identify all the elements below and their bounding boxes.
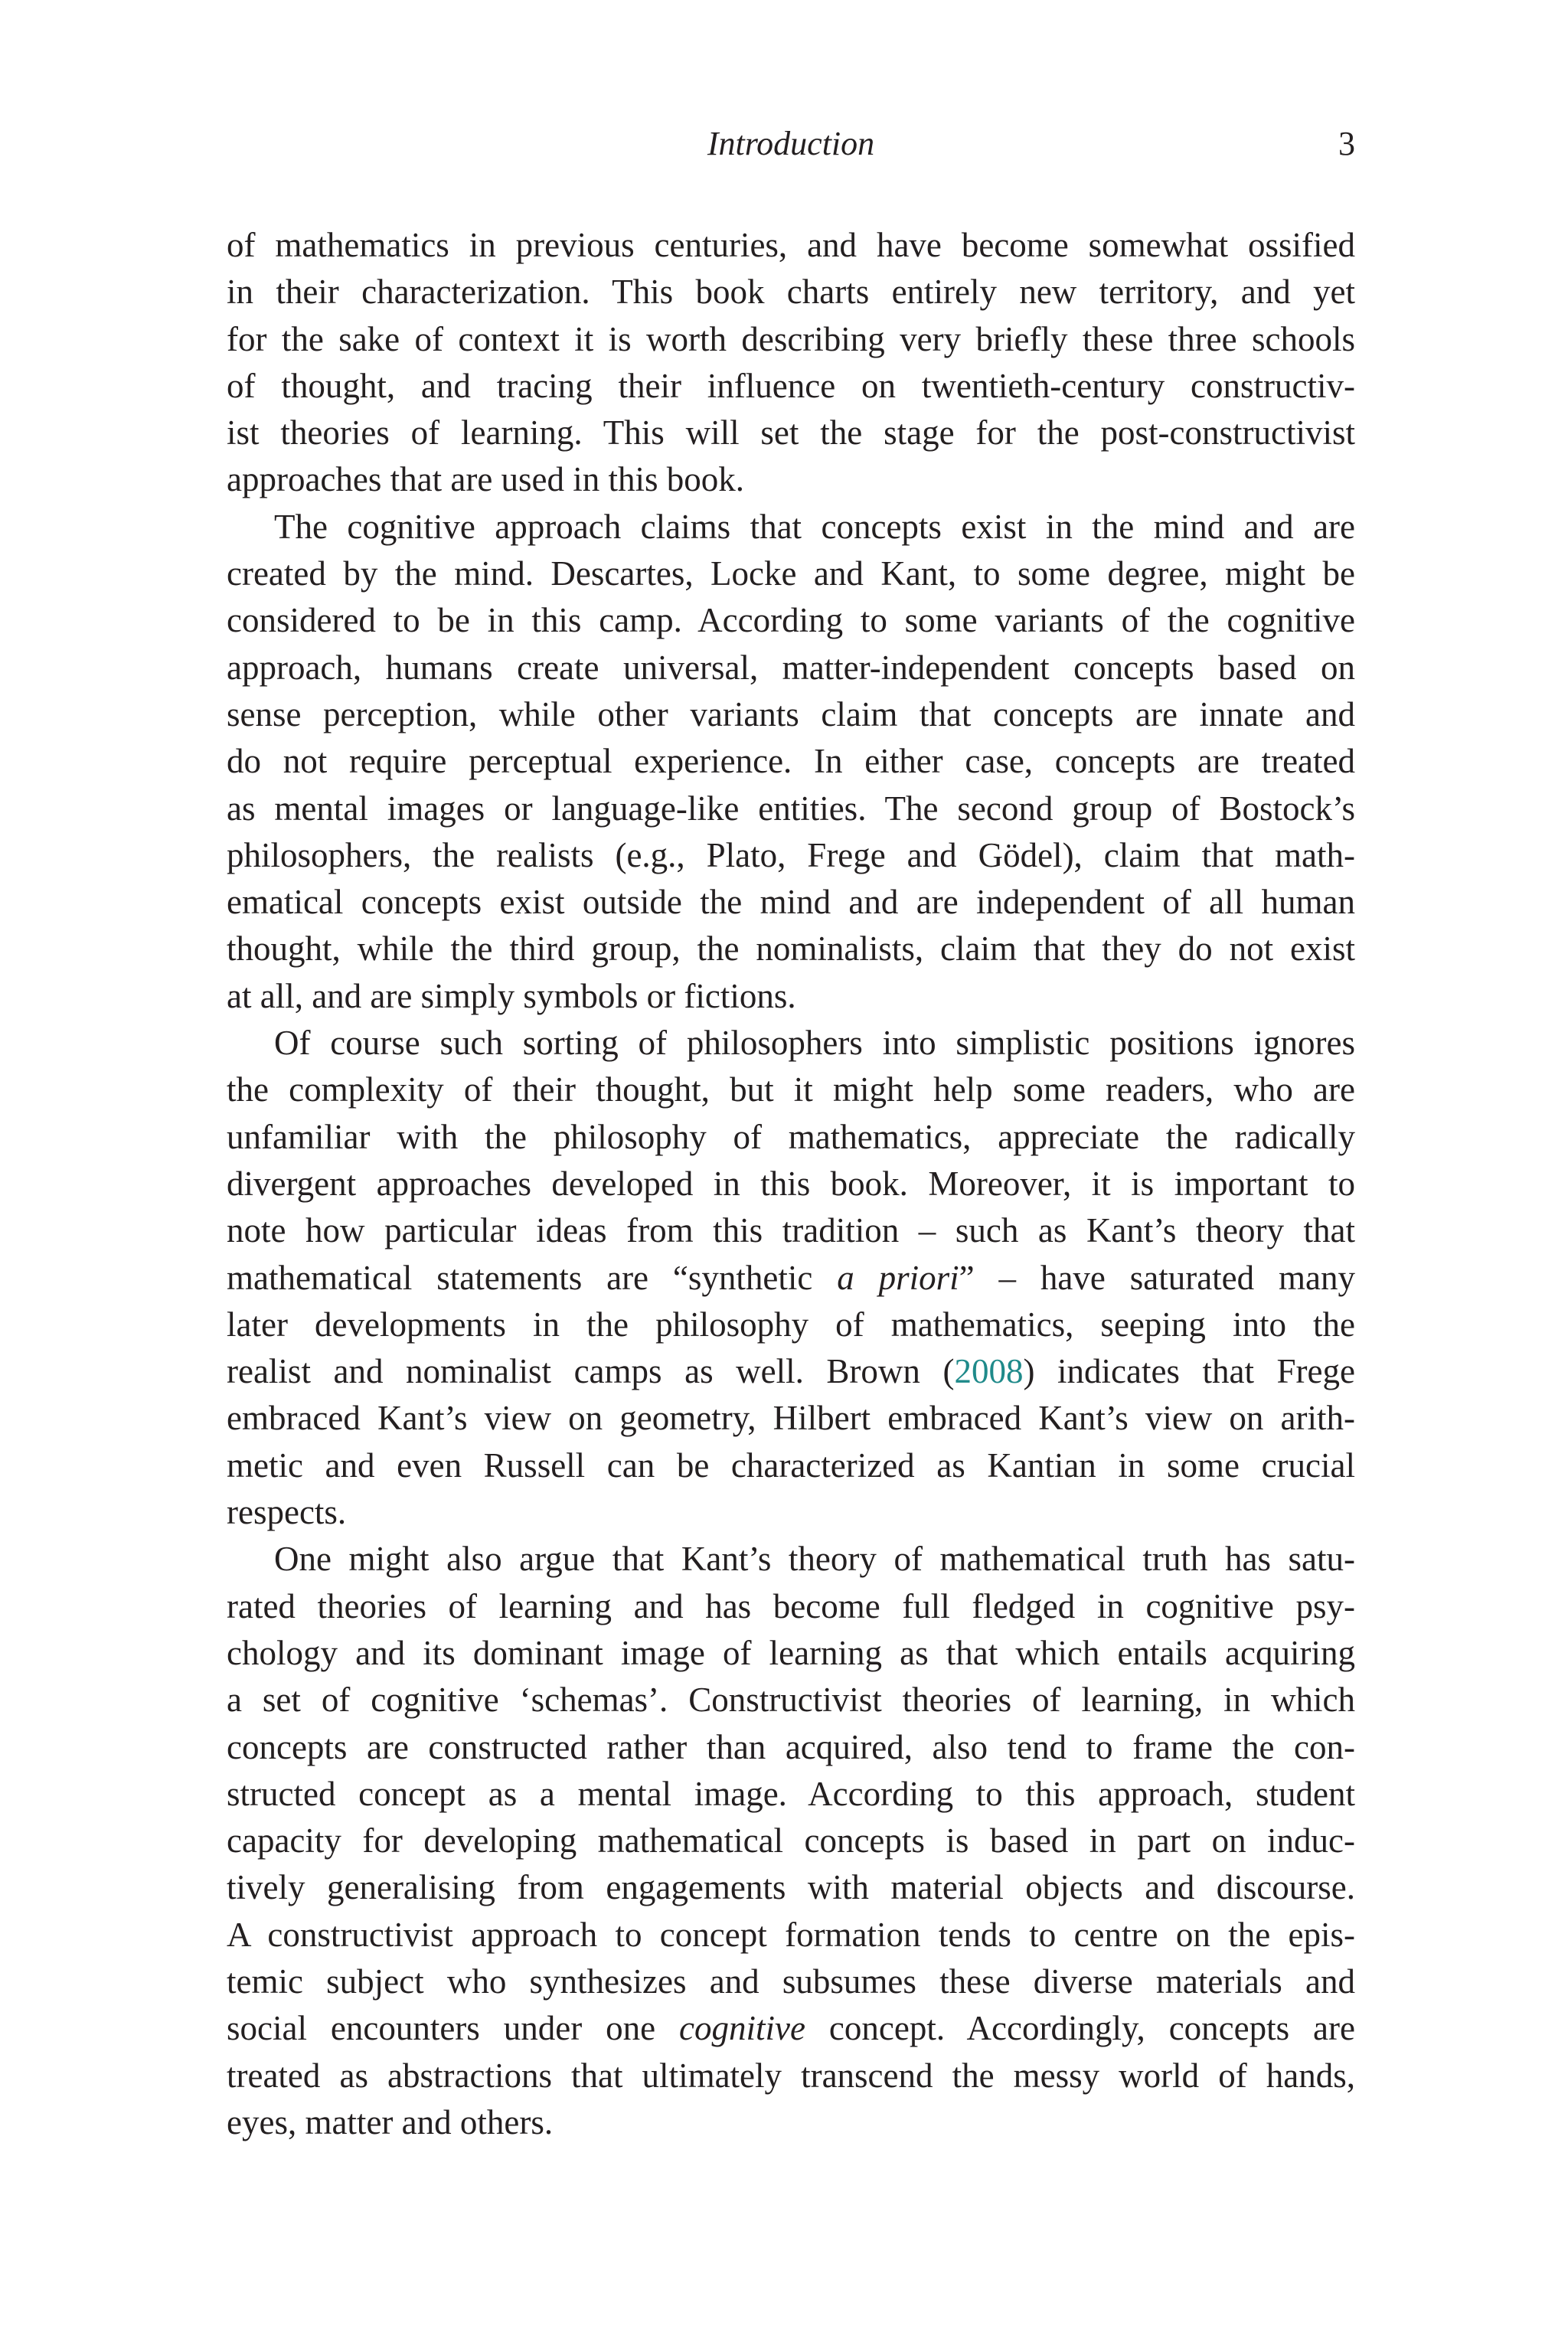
paragraph-2: [227, 504, 1355, 1020]
text-line: later developments in the philosophy of mathematics, seeping into the: [227, 1305, 1355, 1344]
text-line: as mental images or language-like entities. The second group of Bostock’s: [227, 789, 1355, 828]
text-line: in their characterization. This book charts entirely new territory, and yet: [227, 273, 1355, 312]
running-head: [227, 121, 1355, 167]
text-line: a set of cognitive ‘schemas’. Constructivist theories of learning, in which: [227, 1681, 1355, 1720]
text-line: capacity for developing mathematical concepts is based in part on induc-: [227, 1821, 1355, 1860]
text-line: ist theories of learning. This will set the stage for the post-constructivist: [227, 413, 1355, 452]
paragraph-3: [227, 1020, 1355, 1536]
text-run: social encounters under one: [227, 2009, 680, 2048]
text-line: of thought, and tracing their influence on twentieth-century constructiv-: [227, 366, 1355, 405]
text-line: the complexity of their thought, but it might help some readers, who are: [227, 1070, 1355, 1109]
text-line: tively generalising from engagements with material objects and discourse.: [227, 1868, 1355, 1907]
page-number: 3: [1338, 125, 1355, 162]
citation-link-brown-2008[interactable]: 2008: [954, 1352, 1024, 1391]
text-run: concept. Accordingly, concepts are: [805, 2009, 1355, 2048]
text-line: embraced Kant’s view on geometry, Hilbert embraced Kant’s view on arith-: [227, 1399, 1355, 1438]
emphasis-cognitive: cognitive: [679, 2009, 805, 2048]
paragraph-1: [227, 222, 1355, 504]
text-line: created by the mind. Descartes, Locke and Kant, to some degree, might be: [227, 554, 1355, 593]
text-line: considered to be in this camp. According to some variants of the cognitive: [227, 601, 1355, 640]
text-line: philosophers, the realists (e.g., Plato, Frege and Gödel), claim that math-: [227, 835, 1355, 874]
text-line: concepts are constructed rather than acquired, also tend to frame the con-: [227, 1727, 1355, 1766]
text-run: realist and nominalist camps as well. Brown (: [227, 1352, 955, 1391]
text-line: Of course such sorting of philosophers into simplistic positions ignores: [274, 1024, 1355, 1063]
text-line: approaches that are used in this book.: [227, 460, 745, 499]
text-line: [227, 1348, 1355, 1395]
text-line: ematical concepts exist outside the mind and are independent of all human: [227, 883, 1355, 922]
text-run: ” – have saturated many: [959, 1258, 1355, 1297]
text-line: temic subject who synthesizes and subsumes these diverse materials and: [227, 1962, 1355, 2001]
text-run: ) indicates that Frege: [1023, 1352, 1355, 1391]
text-line: do not require perceptual experience. In either case, concepts are treated: [227, 742, 1355, 781]
body-text: [227, 222, 1355, 2146]
text-line: [227, 2005, 1355, 2052]
text-line: of mathematics in previous centuries, and have become somewhat ossified: [227, 226, 1355, 264]
text-line: divergent approaches developed in this book. Moreover, it is important to: [227, 1164, 1355, 1203]
text-line: at all, and are simply symbols or fictions.: [227, 976, 796, 1015]
text-line: note how particular ideas from this tradition – such as Kant’s theory that: [227, 1211, 1355, 1250]
text-line: approach, humans create universal, matter-independent concepts based on: [227, 648, 1355, 687]
text-line: respects.: [227, 1493, 347, 1532]
text-line: thought, while the third group, the nominalists, claim that they do not exist: [227, 929, 1355, 969]
text-line: eyes, matter and others.: [227, 2102, 554, 2141]
text-line: rated theories of learning and has become full fledged in cognitive psy-: [227, 1586, 1355, 1625]
text-line: treated as abstractions that ultimately transcend the messy world of hands,: [227, 2056, 1355, 2095]
text-run: mathematical statements are “synthetic: [227, 1258, 838, 1297]
text-line: sense perception, while other variants claim that concepts are innate and: [227, 694, 1355, 733]
text-line: The cognitive approach claims that concepts exist in the mind and are: [274, 507, 1355, 546]
text-line: metic and even Russell can be characterized as Kantian in some crucial: [227, 1446, 1355, 1485]
text-line: [227, 1255, 1355, 1302]
running-title: Introduction: [707, 125, 875, 162]
text-line: One might also argue that Kant’s theory of mathematical truth has satu-: [274, 1540, 1355, 1579]
text-line: chology and its dominant image of learning as that which entails acquiring: [227, 1633, 1355, 1672]
paragraph-4: [227, 1536, 1355, 2146]
text-line: unfamiliar with the philosophy of mathematics, appreciate the radically: [227, 1117, 1355, 1156]
text-line: structed concept as a mental image. According to this approach, student: [227, 1774, 1355, 1813]
text-line: A constructivist approach to concept formation tends to centre on the epis-: [227, 1915, 1355, 1954]
emphasis-a-priori: a priori: [837, 1258, 959, 1297]
text-line: for the sake of context it is worth describing very briefly these three schools: [227, 319, 1355, 358]
